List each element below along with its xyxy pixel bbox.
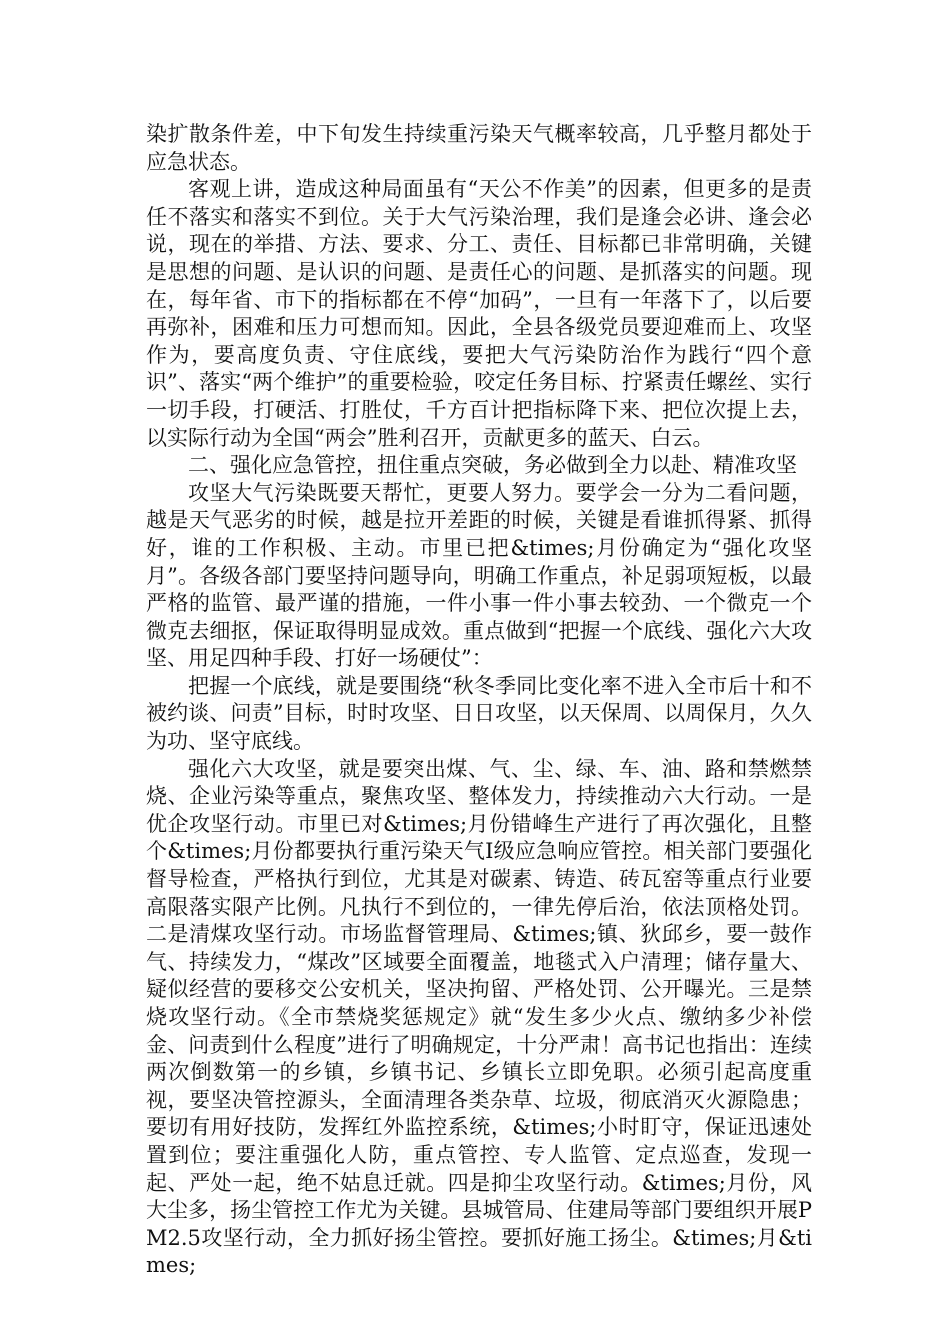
paragraph-4: 攻坚大气污染既要天帮忙，更要人努力。要学会一分为二看问题，越是天气恶劣的时候，越是拉开差距的时候，关键是看谁抓得紧、抓得好，谁的工作积极、主动。市里已把&times;月份确定为“强化攻坚月”。各级各部门要坚持问题导向，明确工作重点，补足弱项短板，以最严格的监管、最严谨的措施，一件小事一件小事去较劲、一个微克一个微克去细抠，保证取得明显成效。重点做到“把握一个底线、强化六大攻坚、用足四种手段、打好一场硬仗”： [146, 480, 812, 671]
section-heading-2: 二、强化应急管控，扭住重点突破，务必做到全力以赴、精准攻坚 [188, 453, 797, 478]
paragraph-2: 客观上讲，造成这种局面虽有“天公不作美”的因素，但更多的是责任不落实和落实不到位。关于大气污染治理，我们是逢会必讲、逢会必说，现在的举措、方法、要求、分工、责任、目标都已非常明确，关键是思想的问题、是认识的问题、是责任心的问题、是抓落实的问题。现在，每年省、市下的指标都在不停“加码”，一旦有一年落下了，以后要再弥补，困难和压力可想而知。因此，全县各级党员要迎难而上、攻坚作为，要高度负责、守住底线，要把大气污染防治作为践行“四个意识”、落实“两个维护”的重要检验，咬定任务目标、拧紧责任螺丝、实行一切手段，打硬活、打胜仗，千方百计把指标降下来、把位次提上去，以实际行动为全国“两会”胜利召开，贡献更多的蓝天、白云。 [146, 177, 812, 450]
paragraph-5: 把握一个底线，就是要围绕“秋冬季同比变化率不进入全市后十和不被约谈、问责”目标，时时攻坚、日日攻坚，以天保周、以周保月，久久为功、坚守底线。 [146, 673, 812, 754]
paragraph-6: 强化六大攻坚，就是要突出煤、气、尘、绿、车、油、路和禁燃禁烧、企业污染等重点，聚焦攻坚、整体发力，持续推动六大行动。一是优企攻坚行动。市里已对&times;月份错峰生产进行了再次强化，且整个&times;月份都要执行重污染天气Ⅰ级应急响应管控。相关部门要强化督导检查，严格执行到位，尤其是对碳素、铸造、砖瓦窑等重点行业要高限落实限产比例。凡执行不到位的，一律先停后治，依法顶格处罚。二是清煤攻坚行动。市场监督管理局、&times;镇、狄邱乡，要一鼓作气、持续发力，“煤改”区域要全面覆盖，地毯式入户清理；储存量大、疑似经营的要移交公安机关，坚决拘留、严格处罚、公开曝光。三是禁烧攻坚行动。《全市禁烧奖惩规定》就“发生多少火点、缴纳多少补偿金、问责到什么程度”进行了明确规定，十分严肃！高书记也指出：连续两次倒数第一的乡镇，乡镇书记、乡镇长立即免职。必须引起高度重视，要坚决管控源头，全面清理各类杂草、垃圾，彻底消灭火源隐患；要切有用好技防，发挥红外监控系统，&times;小时盯守，保证迅速处置到位；要注重强化人防，重点管控、专人监管、定点巡查，发现一起、严处一起，绝不姑息迁就。四是抑尘攻坚行动。&times;月份，风大尘多，扬尘管控工作尤为关键。县城管局、住建局等部门要组织开展PM2.5攻坚行动，全力抓好扬尘管控。要抓好施工扬尘。&times;月&times; [146, 756, 812, 1278]
paragraph-1: 染扩散条件差，中下旬发生持续重污染天气概率较高，几乎整月都处于应急状态。 [146, 122, 812, 174]
document-body [146, 121, 812, 1280]
